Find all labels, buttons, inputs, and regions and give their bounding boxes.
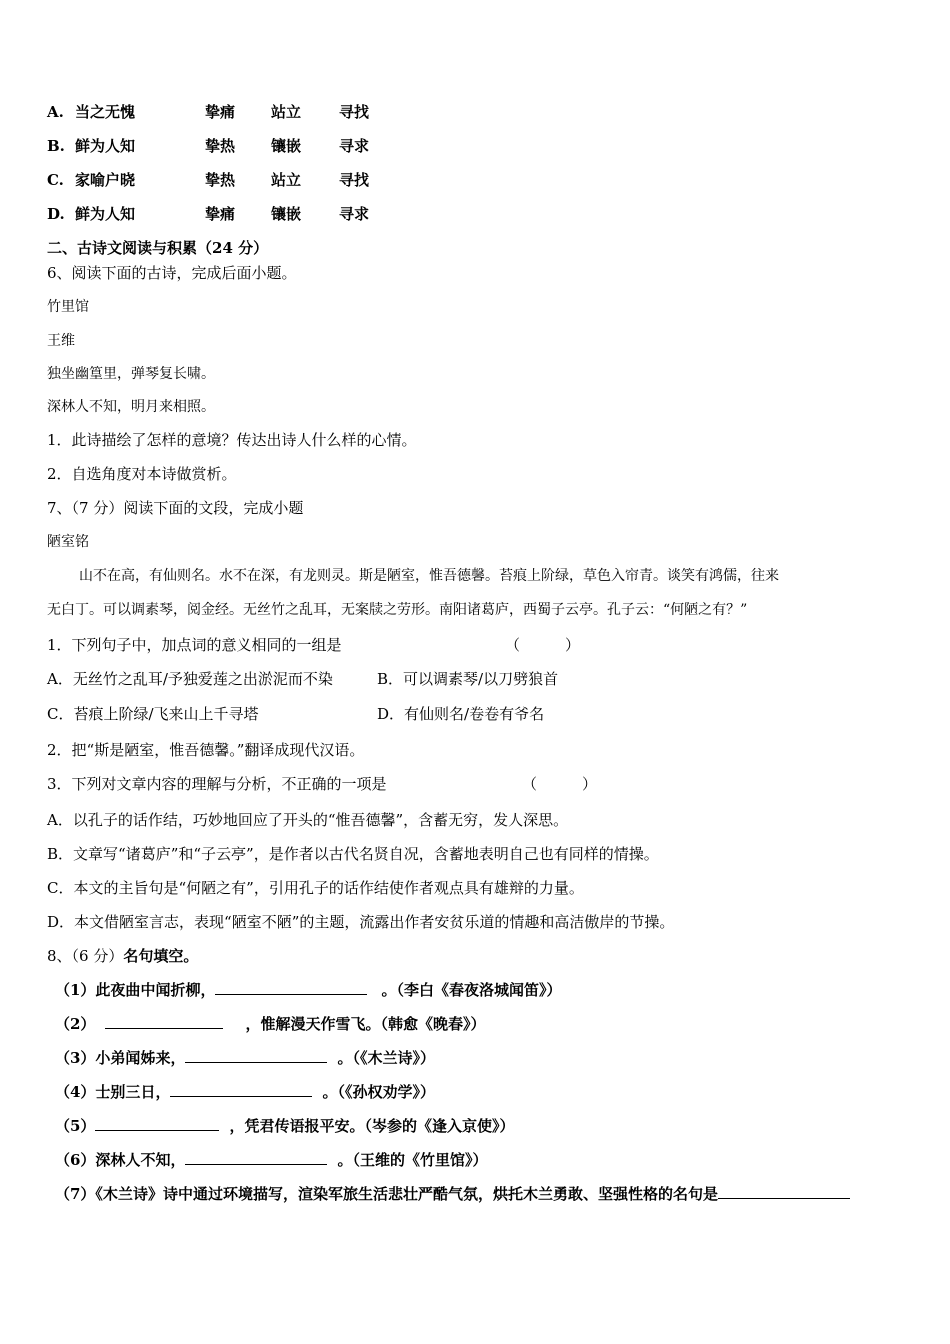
fill-suffix: ，惟解漫天作雪飞。（韩愈《晚春》） (245, 1015, 486, 1033)
poem-line: 独坐幽篁里，弹琴复长啸。 (47, 366, 215, 382)
fill-prefix: （5） (55, 1117, 96, 1135)
option-word: 寻找 (339, 171, 370, 189)
answer-blank[interactable] (215, 980, 367, 995)
fill-suffix: 。（《孙权劝学》） (322, 1083, 435, 1101)
option-word: 挚热 (205, 137, 236, 155)
answer-paren: （ ） (505, 636, 581, 654)
option-letter: A. (47, 103, 64, 121)
choice-b: B．可以调素琴/以刀劈狼首 (377, 670, 559, 688)
choice-b: B．文章写“诸葛庐”和“子云亭”，是作者以古代名贤自况，含蓄地表明自己也有同样的情操。 (47, 845, 659, 863)
fill-suffix: ，凭君传语报平安。（岑参的《逢入京使》） (229, 1117, 515, 1135)
question-6-sub-1: 1．此诗描绘了怎样的意境？传达出诗人什么样的心情。 (47, 431, 417, 449)
question-7-sub-1 (47, 635, 581, 655)
choice-a: A．无丝竹之乱耳/予独爱莲之出淤泥而不染 (47, 670, 333, 688)
choice-d: D．本文借陋室言志，表现“陋室不陋”的主题，流露出作者安贫乐道的情趣和高洁傲岸的节操。 (47, 913, 675, 931)
fill-item-6 (55, 1150, 487, 1170)
question-text: 1．下列句子中，加点词的意义相同的一组是 (47, 636, 342, 654)
passage-title: 陋室铭 (47, 534, 89, 550)
fill-prefix: （2） (55, 1015, 96, 1033)
fill-suffix: 。（王维的《竹里馆》） (337, 1151, 488, 1169)
fill-item-2 (55, 1014, 485, 1034)
option-word: 挚痛 (205, 205, 236, 223)
option-c (47, 170, 369, 190)
option-word: 当之无愧 (75, 103, 136, 121)
fill-suffix: 。（《木兰诗》） (337, 1049, 435, 1067)
option-word: 镶嵌 (271, 205, 302, 223)
choice-a: A．以孔子的话作结，巧妙地回应了开头的“惟吾德馨”，含蓄无穷，发人深思。 (47, 811, 569, 829)
answer-paren: （ ） (522, 775, 598, 793)
answer-blank[interactable] (95, 1116, 219, 1131)
question-7-sub-2: 2．把“斯是陋室，惟吾德馨。”翻译成现代汉语。 (47, 741, 365, 759)
option-letter: C. (47, 171, 64, 189)
passage-line: 无白丁。可以调素琴，阅金经。无丝竹之乱耳，无案牍之劳形。南阳诸葛庐，西蜀子云亭。孔子云：“何陋之有？” (47, 602, 748, 618)
answer-blank[interactable] (718, 1184, 850, 1199)
question-8-intro (47, 946, 198, 966)
fill-prefix: （6）深林人不知， (55, 1151, 186, 1169)
answer-blank[interactable] (105, 1014, 223, 1029)
question-6-intro: 6、阅读下面的古诗，完成后面小题。 (47, 264, 297, 282)
option-d (47, 204, 369, 224)
option-letter: D. (47, 205, 65, 223)
option-word: 挚痛 (205, 103, 236, 121)
option-word: 鲜为人知 (75, 137, 136, 155)
question-title: 名句填空。 (123, 947, 199, 965)
poem-line: 深林人不知，明月来相照。 (47, 399, 215, 415)
poem-author: 王维 (47, 333, 75, 349)
option-b (47, 136, 369, 156)
option-word: 鲜为人知 (75, 205, 136, 223)
question-7-sub-3 (47, 774, 598, 794)
fill-item-5 (55, 1116, 514, 1136)
passage-line: 山不在高，有仙则名。水不在深，有龙则灵。斯是陋室，惟吾德馨。苔痕上阶绿，草色入帘青。谈笑有鸿儒，往来 (79, 568, 779, 584)
fill-suffix: 。（李白《春夜洛城闻笛》） (381, 981, 562, 999)
option-a (47, 102, 369, 122)
question-7-intro: 7、（7 分）阅读下面的文段，完成小题 (47, 499, 304, 517)
fill-item-3 (55, 1048, 435, 1068)
fill-prefix: （4）士别三日， (55, 1083, 171, 1101)
answer-blank[interactable] (185, 1048, 327, 1063)
option-word: 寻找 (339, 103, 370, 121)
option-word: 站立 (271, 103, 302, 121)
fill-prefix: （1）此夜曲中闻折柳， (55, 981, 216, 999)
option-letter: B. (47, 137, 65, 155)
answer-blank[interactable] (185, 1150, 327, 1165)
fill-prefix: （3）小弟闻姊来， (55, 1049, 186, 1067)
option-word: 站立 (271, 171, 302, 189)
answer-blank[interactable] (170, 1082, 312, 1097)
question-text: 3．下列对文章内容的理解与分析，不正确的一项是 (47, 775, 387, 793)
option-word: 挚热 (205, 171, 236, 189)
choice-row (47, 669, 559, 689)
question-6-sub-2: 2．自选角度对本诗做赏析。 (47, 465, 237, 483)
option-word: 寻求 (339, 205, 370, 223)
option-word: 家喻户晓 (75, 171, 136, 189)
choice-row (47, 704, 545, 724)
choice-c: C．本文的主旨句是“何陋之有”，引用孔子的话作结使作者观点具有雄辩的力量。 (47, 879, 584, 897)
fill-item-1 (55, 980, 561, 1000)
choice-d: D．有仙则名/卷卷有爷名 (377, 705, 545, 723)
fill-item-7 (55, 1184, 850, 1204)
option-word: 镶嵌 (271, 137, 302, 155)
fill-item-4 (55, 1082, 435, 1102)
choice-c: C．苔痕上阶绿/飞来山上千寻塔 (47, 705, 259, 723)
poem-title: 竹里馆 (47, 299, 89, 315)
question-number: 8、（6 分） (47, 947, 124, 965)
section-title: 二、古诗文阅读与积累（24 分） (47, 239, 269, 257)
option-word: 寻求 (339, 137, 370, 155)
fill-prefix: （7）《木兰诗》诗中通过环境描写，渲染军旅生活悲壮严酷气氛，烘托木兰勇敢、坚强性格的名句是 (55, 1185, 718, 1203)
